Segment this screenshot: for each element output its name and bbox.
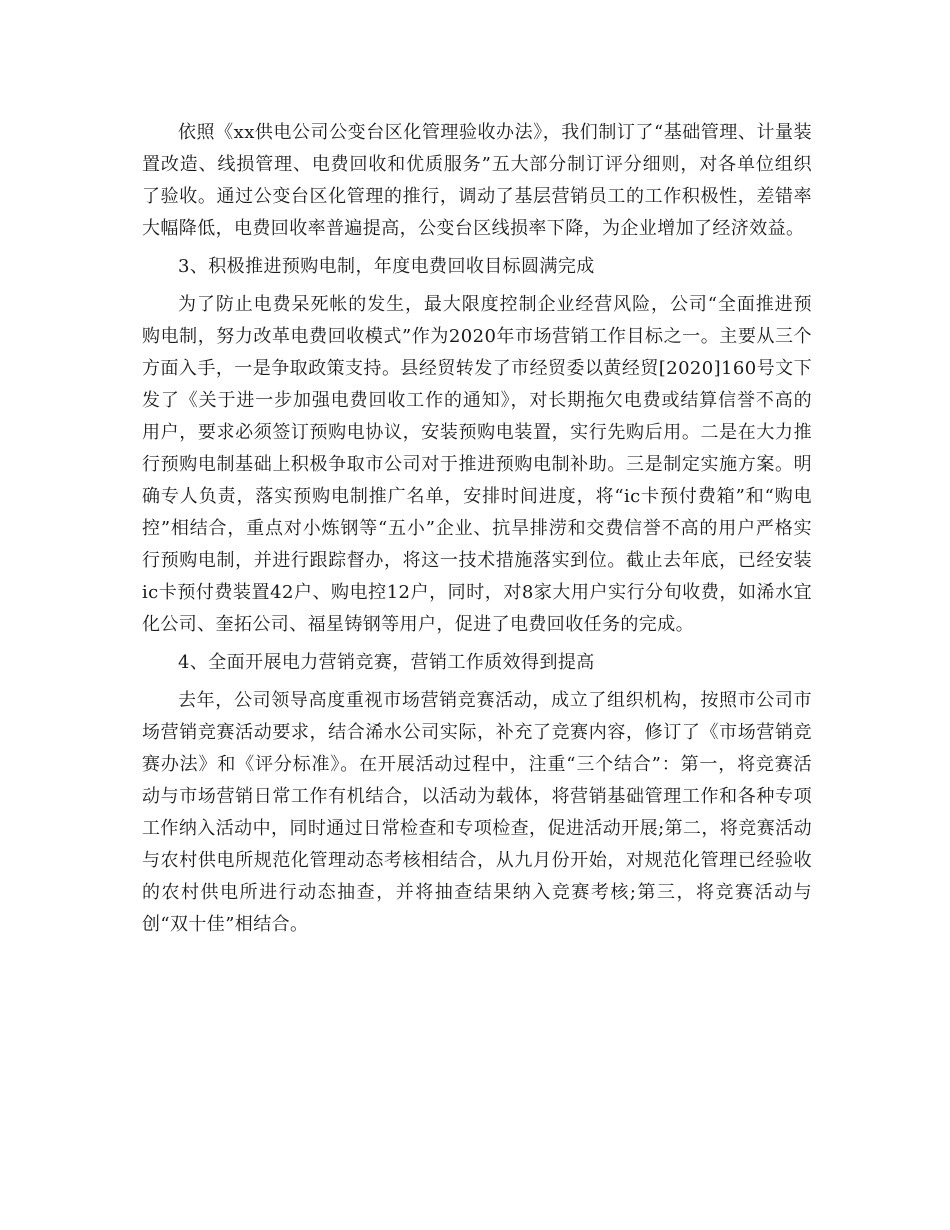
paragraph-acceptance: 依照《xx供电公司公变台区化管理验收办法》，我们制订了“基础管理、计量装置改造、线损管理、电费回收和优质服务”五大部分制订评分细则，对各单位组织了验收。通过公变台区化管理的推行，调动了基层营销员工的工作积极性，差错率大幅降低，电费回收率普遍提高，公变台区线损率下降，为企业增加了经济效益。 xyxy=(142,122,812,239)
document-page xyxy=(142,117,812,947)
paragraph-marketing-competition: 去年，公司领导高度重视市场营销竞赛活动，成立了组织机构，按照市公司市场营销竞赛活动要求，结合浠水公司实际，补充了竞赛内容，修订了《市场营销竞赛办法》和《评分标准》。在开展活动过程中，注重“三个结合”：第一，将竞赛活动与市场营销日常工作有机结合，以活动为载体，将营销基础管理工作和各种专项工作纳入活动中，同时通过日常检查和专项检查，促进活动开展;第二，将竞赛活动与农村供电所规范化管理动态考核相结合，从九月份开始，对规范化管理已经验收的农村供电所进行动态抽查，并将抽查结果纳入竞赛考核;第三，将竞赛活动与创“双十佳”相结合。 xyxy=(142,690,812,935)
paragraph-prepaid-electricity: 为了防止电费呆死帐的发生，最大限度控制企业经营风险，公司“全面推进预购电制，努力改革电费回收模式”作为2020年市场营销工作目标之一。主要从三个方面入手，一是争取政策支持。县经贸转发了市经贸委以黄经贸[2020]160号文下发了《关于进一步加强电费回收工作的通知》，对长期拖欠电费或结算信誉不高的用户，要求必须签订预购电协议，安装预购电装置，实行先购后用。二是在大力推行预购电制基础上积极争取市公司对于推进预购电制补助。三是制定实施方案。明确专人负责，落实预购电制推广名单，安排时间进度，将“ic卡预付费箱”和“购电控”相结合，重点对小炼钢等“五小”企业、抗旱排涝和交费信誉不高的用户严格实行预购电制，并进行跟踪督办，将这一技术措施落实到位。截止去年底，已经安装ic卡预付费装置42户、购电控12户，同时，对8家大用户实行分旬收费，如浠水宜化公司、奎拓公司、福星铸钢等用户，促进了电费回收任务的完成。 xyxy=(142,294,812,635)
section-heading-3: 3、积极推进预购电制，年度电费回收目标圆满完成 xyxy=(178,256,595,277)
section-heading-4: 4、全面开展电力营销竞赛，营销工作质效得到提高 xyxy=(178,652,595,673)
